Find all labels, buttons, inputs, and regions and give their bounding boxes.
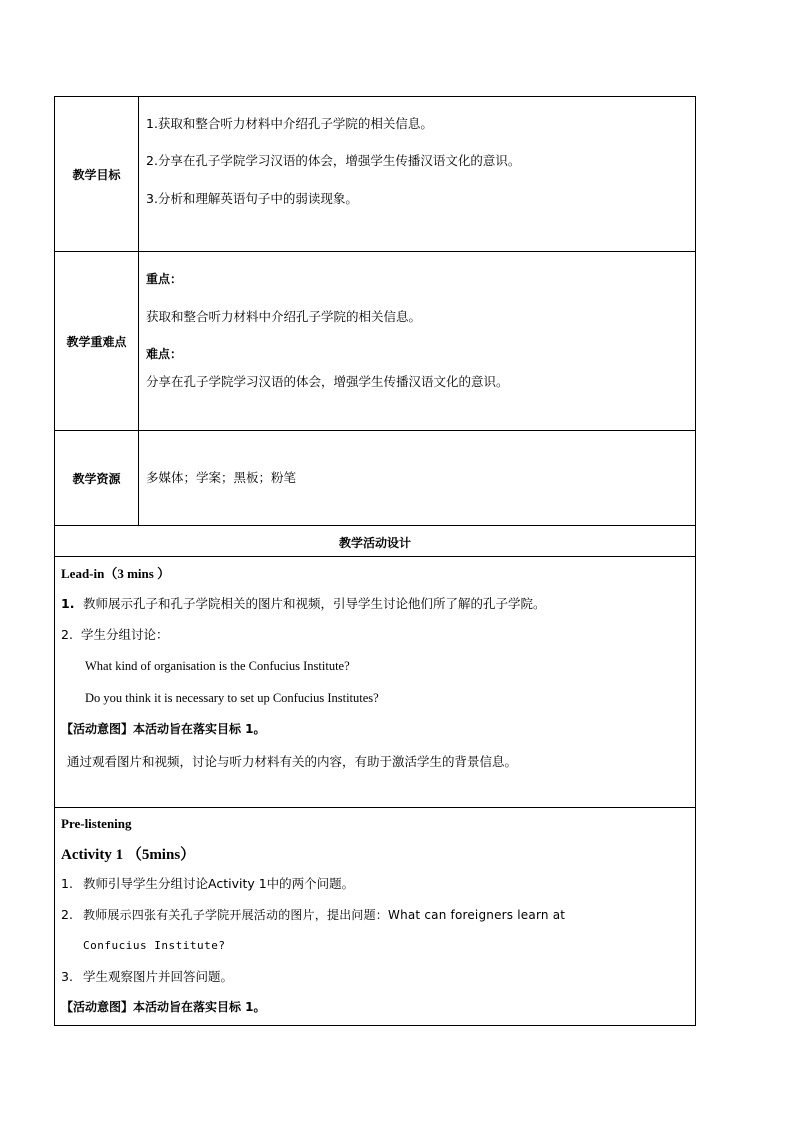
- lead-in-step-2-text: 学生分组讨论：: [81, 627, 169, 642]
- difficulty-text: 分享在孔子学院学习汉语的体会，增强学生传播汉语文化的意识。: [146, 374, 509, 389]
- lead-in-intent-title: 【活动意图】本活动旨在落实目标 1。: [61, 722, 266, 736]
- lesson-plan-table: [54, 96, 696, 1026]
- pre-listening-step-3-number: 3.: [61, 969, 73, 984]
- pre-listening-step-1-number: 1.: [61, 876, 73, 891]
- lead-in-step-1: [61, 596, 695, 612]
- activity-1-title: Activity 1 （5mins）: [61, 847, 196, 863]
- resources-text: 多媒体；学案；黑板；粉笔: [146, 470, 297, 485]
- key-points-label: 教学重难点: [55, 252, 139, 431]
- pre-listening-step-2-continued: Confucius Institute?: [83, 939, 226, 952]
- pre-listening-step-2-text: 教师展示四张有关孔子学院开展活动的图片，提出问题：What can foreigners learn at: [83, 908, 566, 922]
- pre-listening-intent-title: 【活动意图】本活动旨在落实目标 1。: [61, 1000, 266, 1014]
- pre-listening-cell: [55, 808, 696, 1026]
- key-points-cell: [139, 252, 696, 431]
- pre-listening-step-2-number: 2.: [61, 907, 73, 922]
- objective-3: 3.分析和理解英语句子中的弱读现象。: [146, 191, 358, 206]
- lead-in-title: Lead-in（3 mins ）: [61, 566, 171, 581]
- lead-in-cell: [55, 557, 696, 808]
- lead-in-question-2: Do you think it is necessary to set up Confucius Institutes?: [85, 691, 379, 705]
- activity-design-title: 教学活动设计: [338, 535, 411, 550]
- key-points-row: [55, 252, 696, 431]
- lead-in-row: [55, 557, 696, 808]
- lead-in-question-1: What kind of organisation is the Confucius Institute?: [85, 659, 350, 673]
- focus-text: 获取和整合听力材料中介绍孔子学院的相关信息。: [146, 309, 422, 324]
- objectives-label: 教学目标: [55, 97, 139, 252]
- difficulty-title: 难点：: [146, 347, 183, 361]
- lead-in-step-1-text: 教师展示孔子和孔子学院相关的图片和视频，引导学生讨论他们所了解的孔子学院。: [83, 596, 546, 611]
- lead-in-step-2: [61, 627, 695, 643]
- objectives-row: [55, 97, 696, 252]
- lead-in-intent-text: 通过观看图片和视频，讨论与听力材料有关的内容，有助于激活学生的背景信息。: [67, 754, 518, 769]
- resources-row: [55, 431, 696, 526]
- lead-in-step-2-number: 2.: [61, 627, 73, 642]
- focus-title: 重点：: [146, 272, 183, 286]
- pre-listening-step-3-text: 学生观察图片并回答问题。: [83, 969, 234, 984]
- pre-listening-row: [55, 808, 696, 1026]
- pre-listening-step-3: [61, 969, 695, 985]
- objective-1: 1.获取和整合听力材料中介绍孔子学院的相关信息。: [146, 116, 433, 131]
- activity-design-row: [55, 526, 696, 557]
- resources-label: 教学资源: [55, 431, 139, 526]
- lesson-plan-document: [54, 96, 696, 1026]
- objectives-cell: [139, 97, 696, 252]
- activity-design-cell: [55, 526, 696, 557]
- pre-listening-step-1: [61, 876, 695, 892]
- lead-in-step-1-number: 1.: [61, 596, 75, 611]
- pre-listening-step-1-text: 教师引导学生分组讨论Activity 1中的两个问题。: [83, 876, 355, 891]
- objective-2: 2.分享在孔子学院学习汉语的体会，增强学生传播汉语文化的意识。: [146, 153, 521, 168]
- pre-listening-title: Pre-listening: [61, 816, 132, 831]
- resources-cell: [139, 431, 696, 526]
- pre-listening-step-2: [61, 907, 695, 923]
